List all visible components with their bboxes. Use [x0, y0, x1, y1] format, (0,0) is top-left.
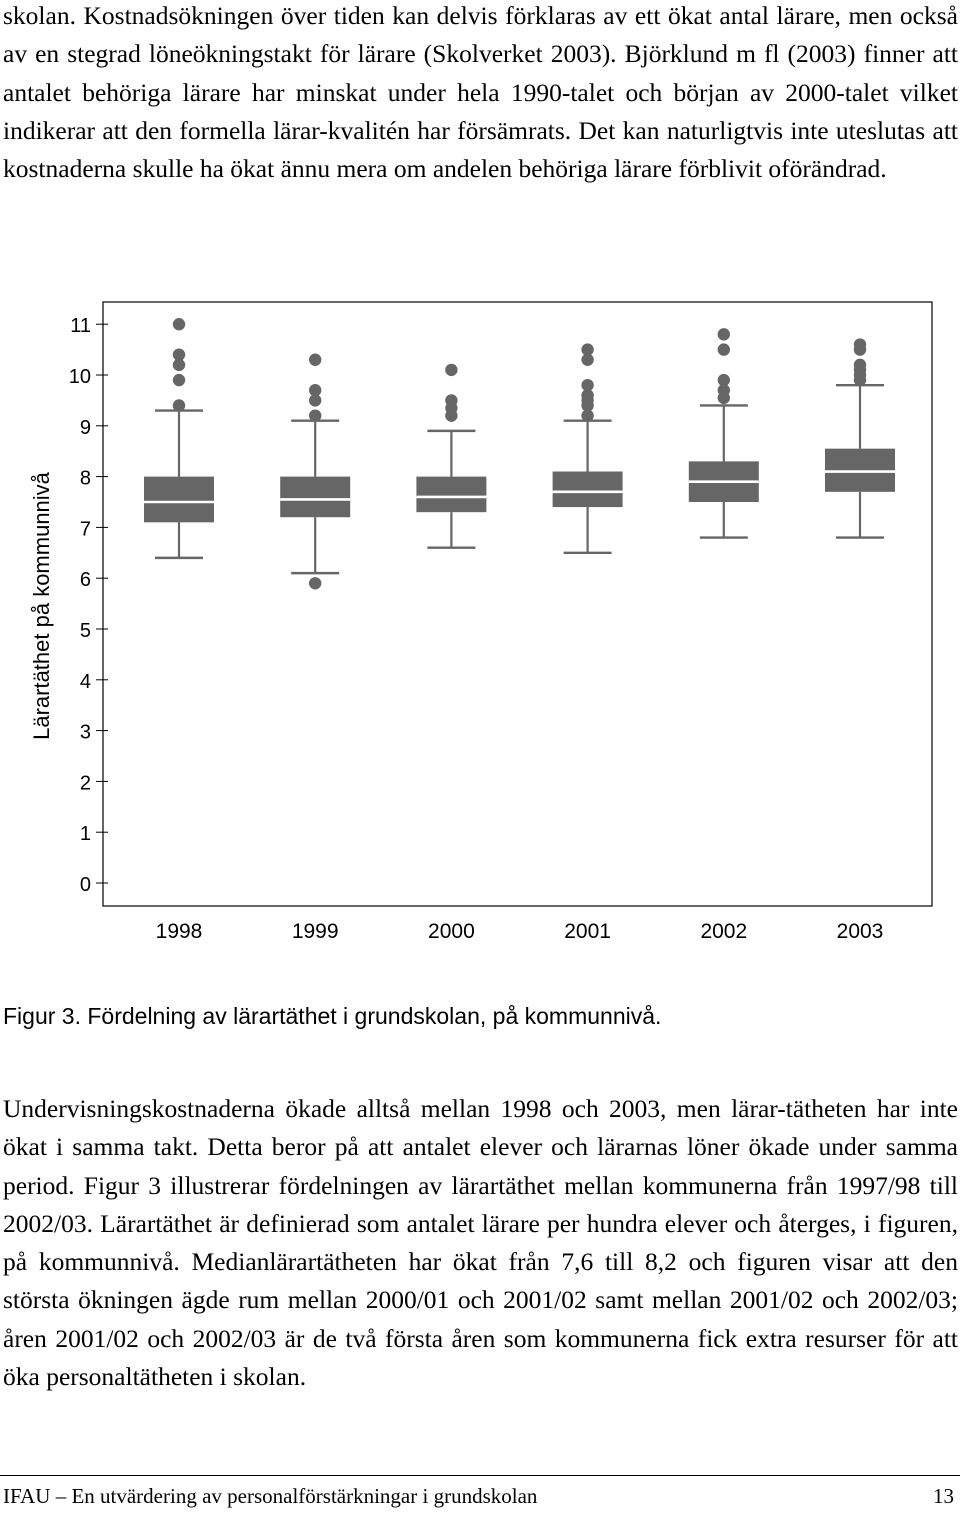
- outlier-1998-1: [173, 374, 185, 386]
- boxplot-svg: [0, 290, 960, 990]
- iqr-box-2001: [553, 472, 623, 508]
- figure-caption: Figur 3. Fördelning av lärartäthet i grundskolan, på kommunnivå.: [3, 1003, 662, 1029]
- outlier-2003-5: [854, 338, 866, 350]
- y-tick-label-0: 0: [79, 874, 91, 896]
- outlier-2003-3: [854, 359, 866, 371]
- box-2001: [553, 343, 623, 552]
- y-axis-label: Lärartäthet på kommunnivå: [29, 472, 54, 740]
- x-tick-label-2001: 2001: [564, 920, 611, 943]
- y-tick-label-2: 2: [79, 772, 91, 795]
- x-tick-label-2002: 2002: [700, 920, 748, 943]
- outlier-1999-3: [309, 384, 321, 396]
- box-2002: [689, 328, 759, 537]
- outlier-1999-1: [309, 409, 321, 421]
- outlier-2000-2: [445, 394, 457, 406]
- outlier-2000-3: [445, 364, 457, 376]
- y-tick-label-3: 3: [79, 721, 91, 744]
- outlier-2002-3: [718, 343, 730, 355]
- boxplot-chart: [0, 290, 960, 990]
- plot-frame: [103, 302, 932, 906]
- x-axis: [156, 920, 884, 943]
- page-number: 13: [933, 1484, 954, 1508]
- outlier-1998-3: [173, 348, 185, 360]
- paragraph-bottom: Undervisningskostnaderna ökade alltså mellan 1998 och 2003, men lärar-tätheten har inte ökat i samma takt. Detta beror på att antalet elever och lärarnas löner ökade under samma period. Figur 3 illustrerar fördelningen av lärartäthet mellan kommunerna från 1997/98 till 2002/03. Lärartäthet är definierad som antalet lärare per hundra elever och återges, i figuren, på kommunnivå. Medianlärartätheten har ökat från 7,6 till 8,2 och figuren visar att den största ökningen ägde rum mellan 2000/01 och 2001/02 samt mellan 2001/02 och 2002/03; åren 2001/02 och 2002/03 är de två första åren som kommunerna fick extra resurser för att öka personaltätheten i skolan.: [3, 1094, 958, 1392]
- outlier-2001-6: [581, 343, 593, 355]
- y-tick-label-11: 11: [70, 315, 91, 338]
- box-series: [144, 318, 895, 589]
- x-tick-label-2003: 2003: [836, 920, 884, 943]
- y-tick-label-6: 6: [79, 569, 91, 592]
- y-tick-label-4: 4: [79, 670, 91, 693]
- outlier-2001-4: [581, 379, 593, 391]
- outlier-2002-4: [718, 328, 730, 340]
- outlier-2002-2: [718, 374, 730, 386]
- box-2003: [825, 338, 895, 537]
- y-tick-label-9: 9: [79, 416, 91, 439]
- y-tick-label-10: 10: [68, 366, 91, 388]
- iqr-box-2000: [416, 477, 486, 513]
- box-1999: [280, 354, 350, 590]
- iqr-box-1998: [144, 477, 214, 523]
- y-tick-label-8: 8: [79, 467, 91, 490]
- box-1998: [144, 318, 214, 558]
- outlier-1998-0: [173, 399, 185, 411]
- box-2000: [416, 364, 486, 548]
- footer-title: IFAU – En utvärdering av personalförstärkningar i grundskolan: [3, 1484, 538, 1508]
- y-tick-label-5: 5: [79, 620, 91, 642]
- outlier-1998-4: [173, 318, 185, 330]
- y-axis: [69, 315, 108, 896]
- footer-divider: [0, 1475, 960, 1476]
- paragraph-top: skolan. Kostnadsökningen över tiden kan delvis förklaras av ett ökat antal lärare, men också av en stegrad löneökningstakt för lärare (Skolverket 2003). Björklund m fl (2003) finner att antalet behöriga lärare har minskat under hela 1990-talet och början av 2000-talet vilket indikerar att den formella lärar-kvalitén har försämrats. Det kan naturligtvis inte uteslutas att kostnaderna skulle ha ökat ännu mera om andelen behöriga lärare förblivit oförändrad.: [3, 1, 958, 184]
- y-tick-label-7: 7: [79, 518, 91, 541]
- iqr-box-1999: [280, 477, 350, 518]
- x-tick-label-2000: 2000: [428, 920, 475, 943]
- outlier-1999-0: [309, 577, 321, 589]
- outlier-1999-4: [309, 354, 321, 366]
- x-tick-label-1999: 1999: [291, 920, 339, 943]
- x-tick-label-1998: 1998: [155, 920, 203, 943]
- y-tick-label-1: 1: [79, 823, 91, 846]
